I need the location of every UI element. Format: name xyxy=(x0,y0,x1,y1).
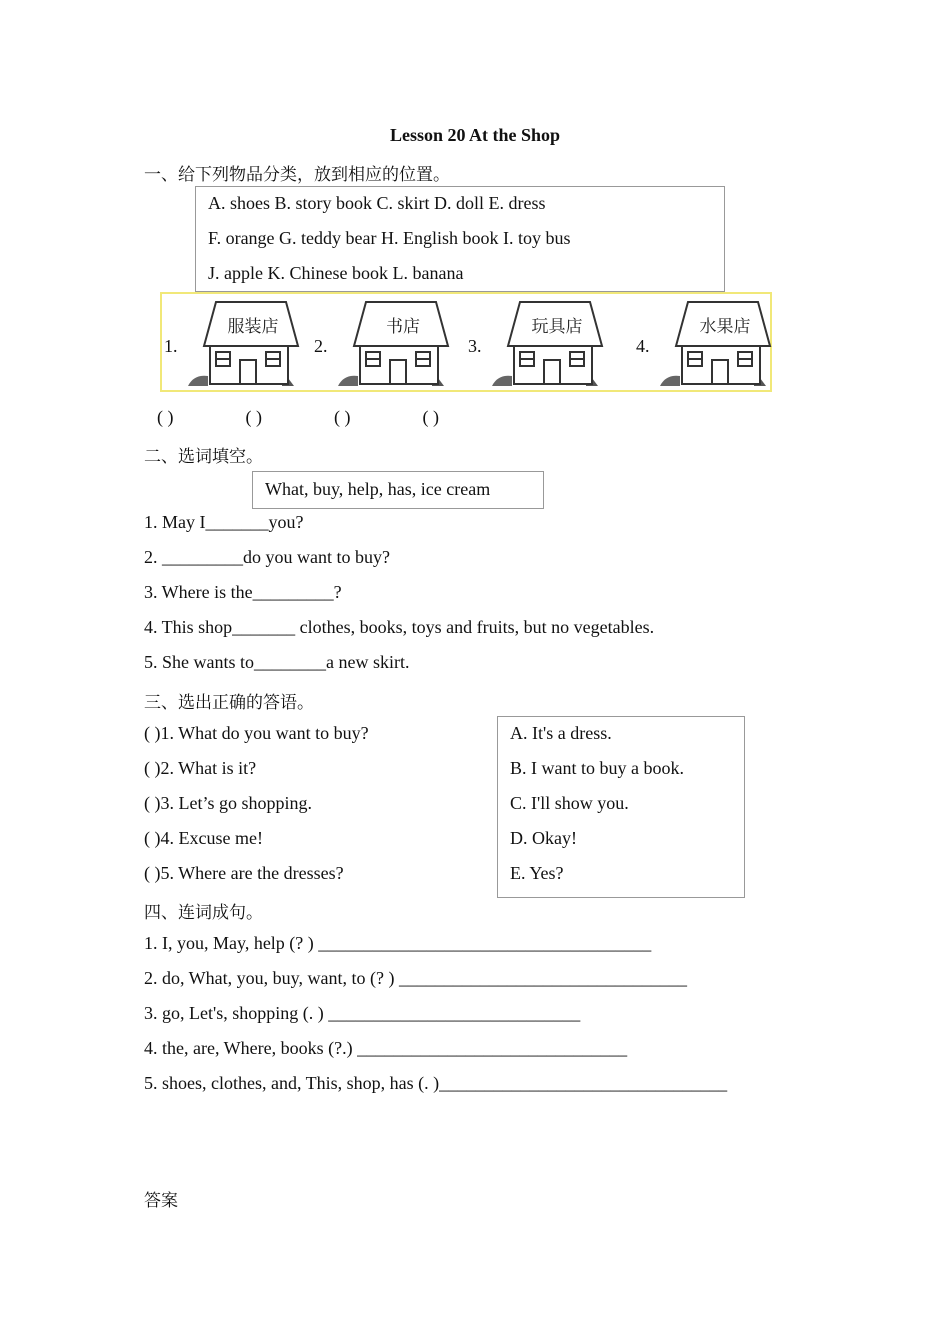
shop-clothing xyxy=(164,298,304,390)
fill-item-2: 2. _________do you want to buy? xyxy=(144,547,390,567)
shop-fruit xyxy=(636,298,776,390)
page-title: Lesson 20 At the Shop xyxy=(389,125,561,145)
shop-book xyxy=(314,298,454,390)
sentence-item-5: 5. shoes, clothes, and, This, shop, has (. )________________________________ xyxy=(144,1073,728,1093)
answer-blank[interactable]: ( ) xyxy=(422,407,439,427)
shops-strip xyxy=(160,292,772,392)
fill-item-3: 3. Where is the_________? xyxy=(144,582,342,602)
sentence-item-2: 2. do, What, you, buy, want, to (? ) ________________________________ xyxy=(144,968,687,988)
section2-heading: 二、选词填空。 xyxy=(144,447,263,467)
fill-item-1: 1. May I_______you? xyxy=(144,512,304,532)
shop-sign: 服装店 xyxy=(227,317,279,337)
question-2: ( )2. What is it? xyxy=(144,758,257,778)
answer-blanks-row xyxy=(157,407,507,428)
options-line-1: A. shoes B. story book C. skirt D. doll E. dress xyxy=(208,193,546,213)
answer-option-b: B. I want to buy a book. xyxy=(510,758,684,778)
shop-sign: 玩具店 xyxy=(531,317,583,337)
fill-item-5: 5. She wants to________a new skirt. xyxy=(144,652,410,672)
options-line-2: F. orange G. teddy bear H. English book I. toy bus xyxy=(208,228,571,248)
word-bank: What, buy, help, has, ice cream xyxy=(265,479,491,499)
answer-blank[interactable]: ( ) xyxy=(334,407,351,427)
question-4: ( )4. Excuse me! xyxy=(144,828,263,848)
answer-option-c: C. I'll show you. xyxy=(510,793,629,813)
sentence-item-3: 3. go, Let's, shopping (. ) ____________________________ xyxy=(144,1003,581,1023)
question-1: ( )1. What do you want to buy? xyxy=(144,723,369,743)
shop-number: 4. xyxy=(636,336,650,356)
answers-box xyxy=(497,716,745,898)
answer-blank[interactable]: ( ) xyxy=(245,407,262,427)
section4-heading: 四、连词成句。 xyxy=(144,903,263,923)
sentence-item-1: 1. I, you, May, help (? ) _____________________________________ xyxy=(144,933,652,953)
options-line-3: J. apple K. Chinese book L. banana xyxy=(208,263,464,283)
options-box xyxy=(195,186,725,292)
answer-blank[interactable]: ( ) xyxy=(157,407,174,427)
shop-toy xyxy=(468,298,608,390)
fill-item-4: 4. This shop_______ clothes, books, toys and fruits, but no vegetables. xyxy=(144,617,655,637)
word-bank-box xyxy=(252,471,544,509)
sentence-item-4: 4. the, are, Where, books (?.) ______________________________ xyxy=(144,1038,628,1058)
answer-option-e: E. Yes? xyxy=(510,863,564,883)
shop-sign: 水果店 xyxy=(699,317,751,337)
section3-heading: 三、选出正确的答语。 xyxy=(144,693,314,713)
question-5: ( )5. Where are the dresses? xyxy=(144,863,344,883)
section1-heading: 一、给下列物品分类，放到相应的位置。 xyxy=(144,165,450,185)
answer-label: 答案 xyxy=(144,1191,178,1211)
answer-option-d: D. Okay! xyxy=(510,828,577,848)
shop-number: 1. xyxy=(164,336,178,356)
shop-number: 3. xyxy=(468,336,482,356)
shop-number: 2. xyxy=(314,336,328,356)
answer-option-a: A. It's a dress. xyxy=(510,723,612,743)
shop-sign: 书店 xyxy=(386,317,420,337)
question-3: ( )3. Let’s go shopping. xyxy=(144,793,312,813)
